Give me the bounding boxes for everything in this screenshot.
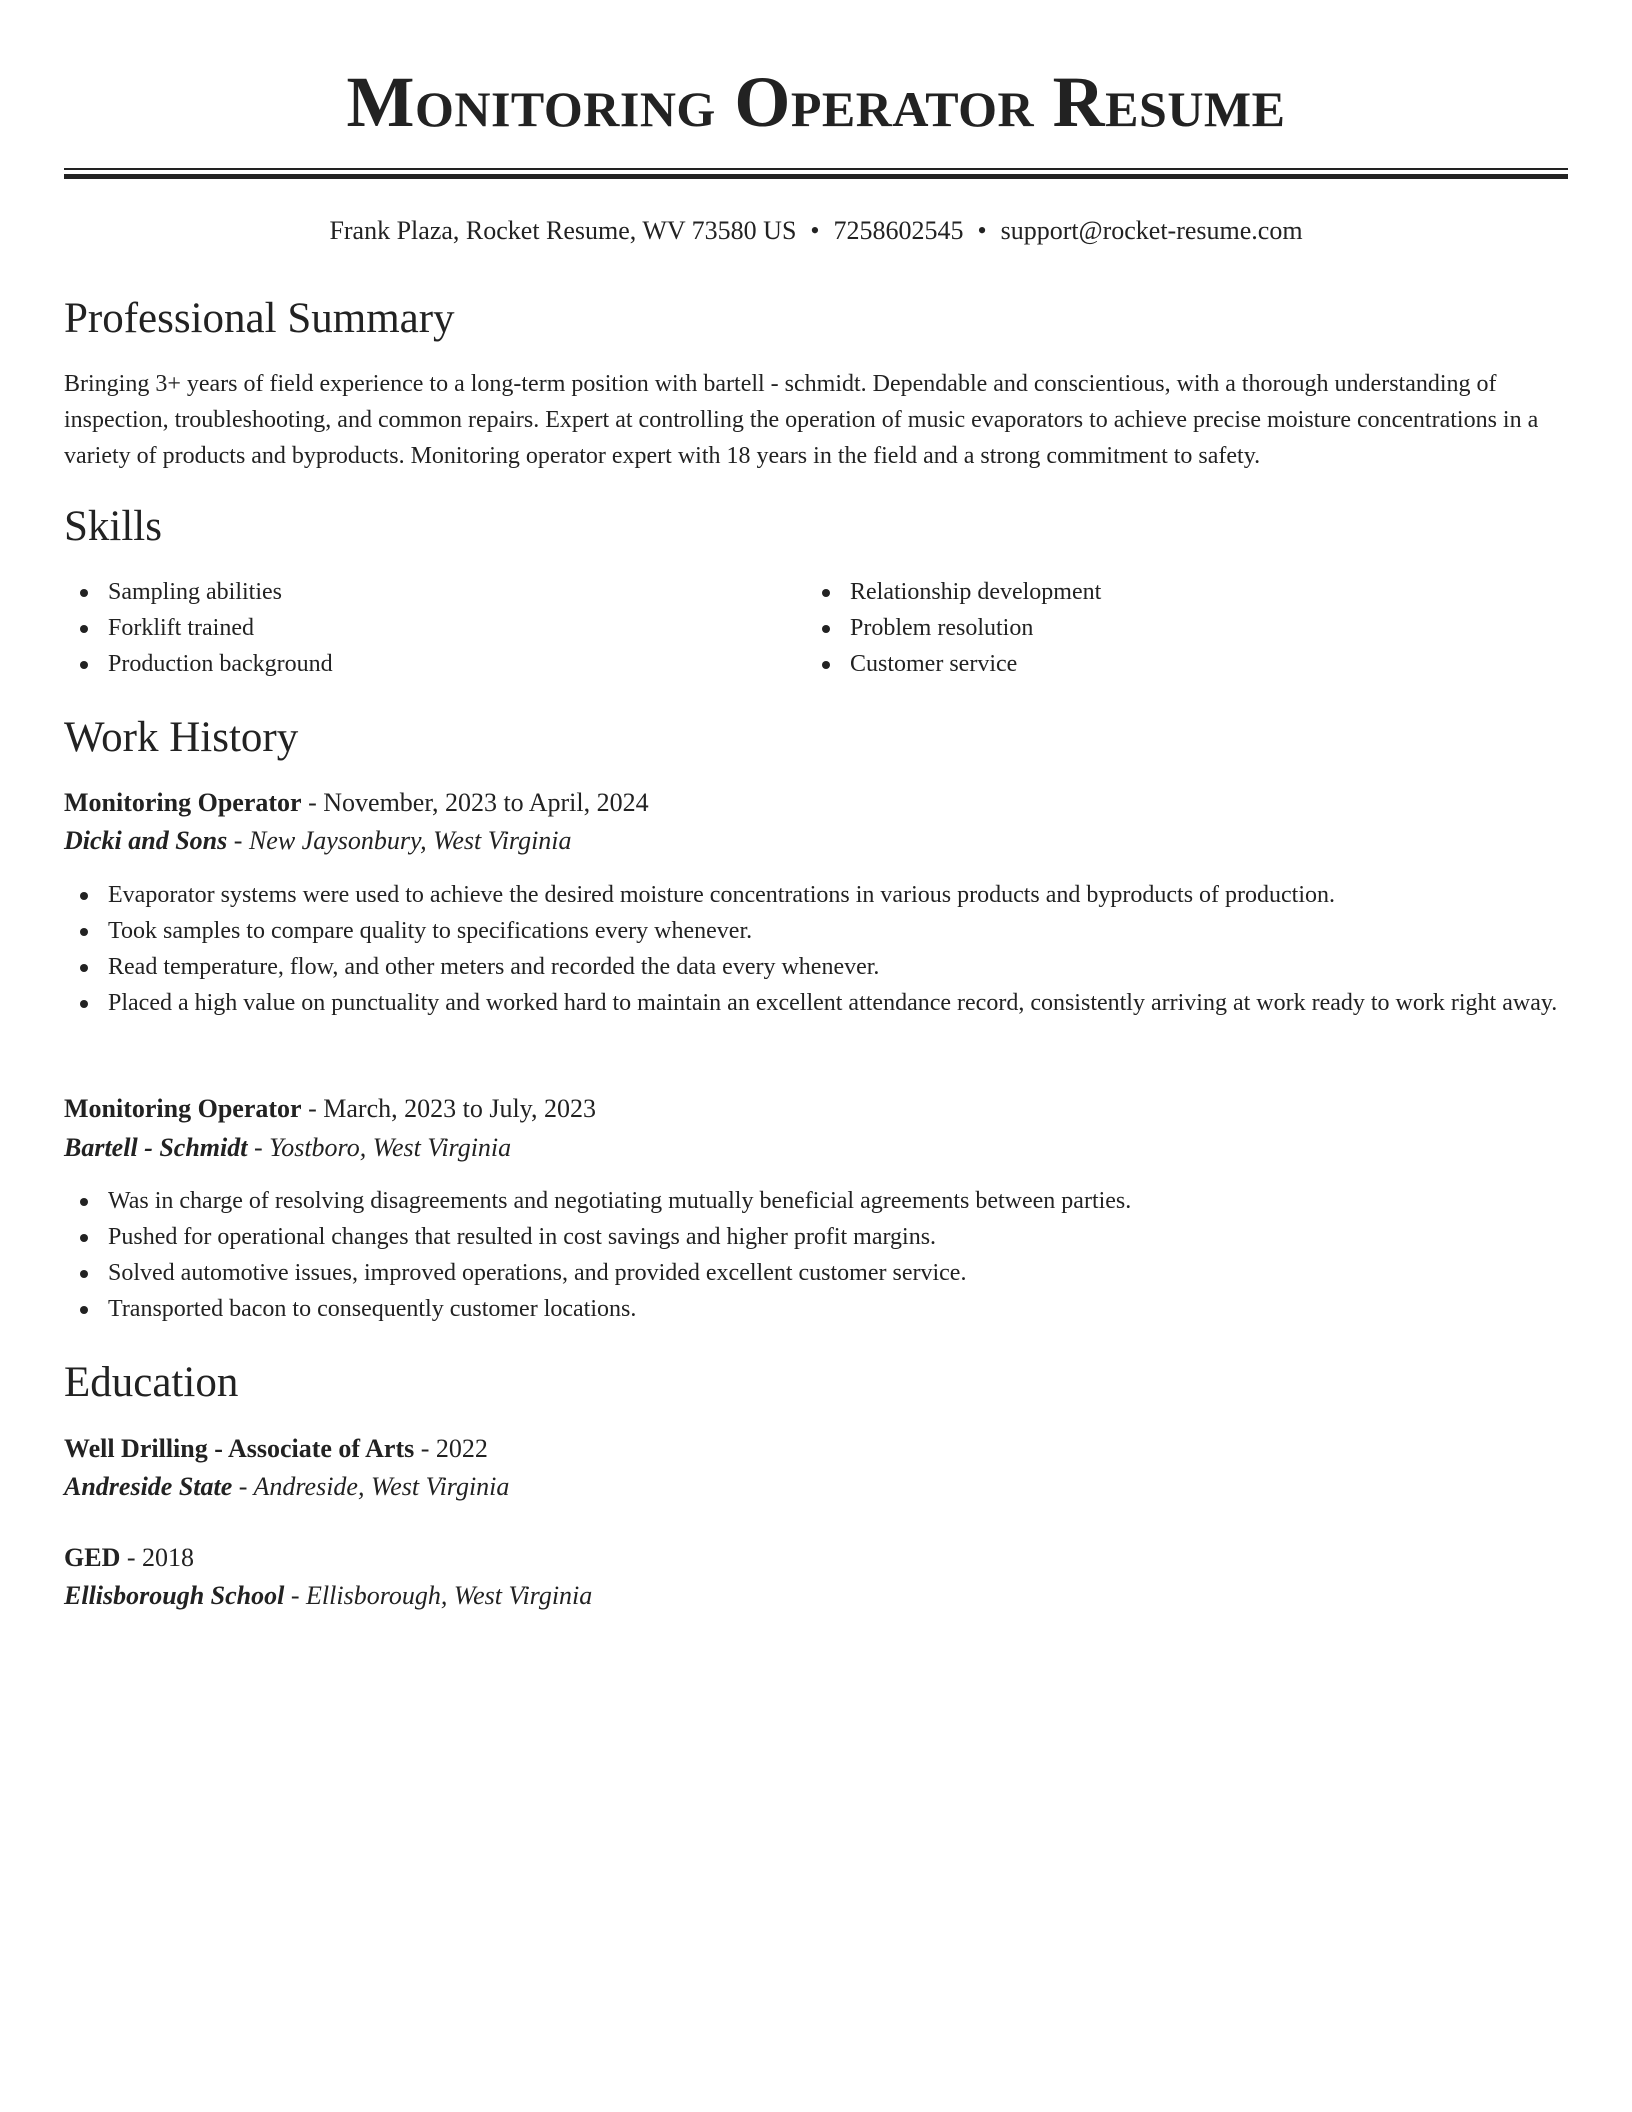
job-duty: Placed a high value on punctuality and worked hard to maintain an excellent attendance record, consistently arriving at work ready to work right away. [64, 985, 1568, 1021]
degree-year: 2018 [142, 1543, 195, 1572]
education-heading: Education [64, 1359, 239, 1406]
skills-heading: Skills [64, 503, 162, 550]
skill-item: Sampling abilities [64, 574, 804, 610]
resume-page [64, 0, 1568, 1610]
job-duties-list [64, 877, 1568, 1021]
skills-list-left [64, 574, 804, 682]
school-name: Ellisborough School [64, 1581, 285, 1610]
job-duty: Solved automotive issues, improved operations, and provided excellent customer service. [64, 1255, 1568, 1291]
degree-line: GED - 2018 [64, 1543, 195, 1572]
job-title-line: Monitoring Operator - March, 2023 to July, 2023 [64, 1094, 596, 1123]
degree-name: GED [64, 1543, 121, 1572]
school-location: Ellisborough, West Virginia [306, 1581, 593, 1610]
job-title: Monitoring Operator [64, 788, 302, 817]
school-location: Andreside, West Virginia [253, 1472, 510, 1501]
summary-text: Bringing 3+ years of field experience to a long-term position with bartell - schmidt. Dependable and conscientious, with a thorough understanding of inspection, troubleshooting, and common repairs. Expert at controlling the operation of music evaporators to achieve precise moisture concentrations in a variety of products and byproducts. Monitoring operator expert with 18 years in the field and a strong commitment to safety. [64, 371, 1539, 469]
work-history-heading: Work History [64, 714, 299, 761]
skill-item: Relationship development [806, 574, 1568, 610]
summary-heading: Professional Summary [64, 295, 455, 342]
contact-email: support@rocket-resume.com [1000, 216, 1303, 245]
job-duty: Was in charge of resolving disagreements and negotiating mutually beneficial agreements between parties. [64, 1183, 1568, 1219]
school-line: Ellisborough School - Ellisborough, West Virginia [64, 1581, 593, 1610]
title-divider-thin [64, 168, 1568, 170]
employer-line: Dicki and Sons - New Jaysonbury, West Virginia [64, 826, 572, 855]
job-title: Monitoring Operator [64, 1094, 302, 1123]
job-duty: Pushed for operational changes that resulted in cost savings and higher profit margins. [64, 1219, 1568, 1255]
degree-name: Well Drilling - Associate of Arts [64, 1434, 415, 1463]
job-dates: November, 2023 to April, 2024 [323, 788, 649, 817]
skill-item: Problem resolution [806, 610, 1568, 646]
skill-item: Production background [64, 646, 804, 682]
job-duty: Evaporator systems were used to achieve the desired moisture concentrations in various products and byproducts of production. [64, 877, 1568, 913]
contact-separator: • [810, 216, 820, 245]
skills-list-right [806, 574, 1568, 682]
skill-item: Customer service [806, 646, 1568, 682]
contact-separator: • [977, 216, 987, 245]
employer-name: Dicki and Sons [64, 826, 228, 855]
contact-line [64, 214, 1568, 248]
job-title-line: Monitoring Operator - November, 2023 to April, 2024 [64, 788, 649, 817]
employer-location: New Jaysonbury, West Virginia [248, 826, 572, 855]
degree-year: 2022 [435, 1434, 488, 1463]
contact-phone: 7258602545 [833, 216, 964, 245]
job-duty: Read temperature, flow, and other meters and recorded the data every whenever. [64, 949, 1568, 985]
employer-location: Yostboro, West Virginia [269, 1133, 512, 1162]
job-dates: March, 2023 to July, 2023 [323, 1094, 596, 1123]
school-name: Andreside State [64, 1472, 233, 1501]
employer-line: Bartell - Schmidt - Yostboro, West Virginia [64, 1133, 512, 1162]
job-duty: Transported bacon to consequently customer locations. [64, 1291, 1568, 1327]
title-divider-thick [64, 174, 1568, 179]
resume-title: Monitoring Operator Resume [346, 62, 1286, 142]
contact-address: Frank Plaza, Rocket Resume, WV 73580 US [329, 216, 797, 245]
degree-line: Well Drilling - Associate of Arts - 2022 [64, 1434, 488, 1463]
job-duties-list [64, 1183, 1568, 1327]
employer-name: Bartell - Schmidt [64, 1133, 248, 1162]
school-line: Andreside State - Andreside, West Virginia [64, 1472, 510, 1501]
skill-item: Forklift trained [64, 610, 804, 646]
job-duty: Took samples to compare quality to specifications every whenever. [64, 913, 1568, 949]
